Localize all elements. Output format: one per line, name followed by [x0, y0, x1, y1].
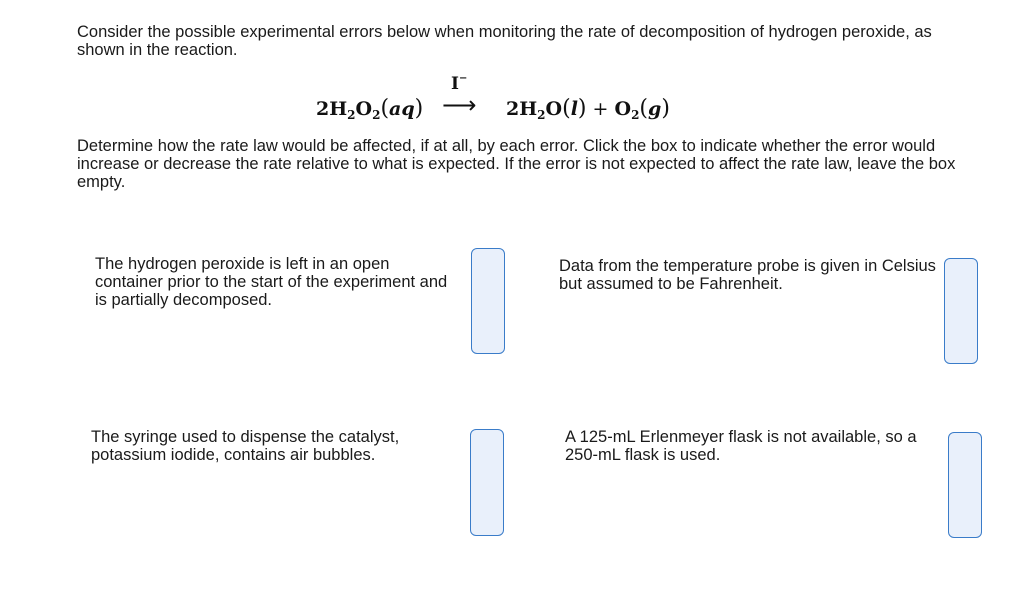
error-2-text: Data from the temperature probe is given in Celsius but assumed to be Fahrenheit. [559, 257, 936, 293]
error-4-answer-box[interactable] [948, 432, 982, 538]
error-1-text: The hydrogen peroxide is left in an open container prior to the start of the experiment and is partially decomposed. [95, 255, 448, 309]
error-2-answer-box[interactable] [944, 258, 978, 364]
error-3-text: The syringe used to dispense the catalyst, potassium iodide, contains air bubbles. [91, 428, 400, 464]
catalyst-label: I− [451, 73, 468, 94]
error-3-answer-box[interactable] [470, 429, 504, 536]
error-4-text: A 125-mL Erlenmeyer flask is not available, so a 250-mL flask is used. [565, 428, 917, 464]
products: $2H_2O(l) + O_2(g)$ [506, 96, 670, 122]
reaction-equation [0, 73, 1024, 128]
reactant: $2H_2O_2(aq)$ [316, 96, 424, 122]
instructions-paragraph: Determine how the rate law would be affected, if at all, by each error. Click the box to indicate whether the error would increase or decrease the rate relative to what is expected. If the error is not expected to affect the rate law, leave the box empty. [77, 137, 956, 191]
error-1-answer-box[interactable] [471, 248, 505, 354]
intro-paragraph: Consider the possible experimental errors below when monitoring the rate of decomposition of hydrogen peroxide, as shown in the reaction. [77, 23, 932, 59]
reaction-arrow-icon: ⟶ [442, 91, 477, 119]
